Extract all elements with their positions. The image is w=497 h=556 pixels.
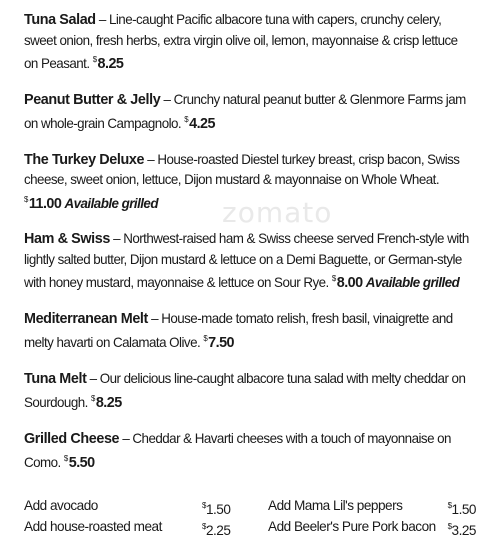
- currency-symbol: $: [92, 55, 97, 64]
- addon-row: [24, 517, 476, 538]
- item-note: Available grilled: [64, 195, 158, 211]
- currency-symbol: $: [447, 522, 452, 531]
- item-description: Cheddar & Havarti cheeses with a touch of mayonnaise on Como.: [24, 430, 451, 470]
- addon-label: Add Beeler's Pure Pork bacon: [268, 519, 436, 534]
- price-value: 8.25: [97, 56, 124, 72]
- currency-symbol: $: [447, 501, 452, 510]
- menu-item-turkey-deluxe: [24, 150, 469, 215]
- item-price: [93, 56, 124, 72]
- separator: –: [119, 430, 133, 446]
- menu-item-mediterranean-melt: [24, 309, 469, 354]
- currency-symbol: $: [184, 115, 189, 124]
- item-description: Line-caught Pacific albacore tuna with capers, crunchy celery, sweet onion, fresh herbs, extra virgin olive oil, lemon, mayonnaise & crisp lettuce on Peasant.: [24, 12, 458, 71]
- item-description: House-made tomato relish, fresh basil, vinaigrette and melty havarti on Calamata Olive.: [24, 310, 453, 350]
- addon-price: [202, 517, 262, 538]
- separator: –: [160, 91, 174, 107]
- separator: –: [95, 12, 109, 27]
- separator: –: [144, 151, 158, 167]
- currency-symbol: $: [202, 522, 206, 531]
- menu-item-grilled-cheese: [24, 429, 469, 474]
- price-value: 11.00: [28, 195, 62, 212]
- item-price: [203, 335, 234, 351]
- item-price: [24, 196, 61, 212]
- item-price: [332, 275, 363, 291]
- price-value: 2.25: [205, 523, 231, 538]
- item-description: Crunchy natural peanut butter & Glenmore Farms jam on whole-grain Campagnolo.: [24, 91, 466, 131]
- price-value: 1.50: [205, 502, 231, 517]
- item-description: House-roasted Diestel turkey breast, crisp bacon, Swiss cheese, sweet onion, lettuce, Dijon mustard & mayonnaise on Whole Wheat.: [24, 151, 460, 187]
- menu-item-ham-swiss: [24, 229, 469, 294]
- addons-list: [24, 496, 476, 538]
- separator: –: [109, 231, 124, 246]
- price-value: 8.25: [95, 395, 122, 411]
- currency-symbol: $: [63, 454, 68, 463]
- item-name: Ham & Swiss: [24, 231, 110, 247]
- sandwich-menu: [24, 10, 476, 489]
- menu-item-peanut-butter-jelly: [24, 90, 469, 135]
- price-value: 4.25: [189, 116, 215, 132]
- addon-label: Add house-roasted meat: [24, 519, 162, 534]
- item-name: Peanut Butter & Jelly: [24, 91, 161, 108]
- item-price: [64, 455, 95, 471]
- price-value: 1.50: [451, 502, 476, 517]
- addon-price: [202, 496, 262, 517]
- currency-symbol: $: [203, 334, 208, 343]
- addon-label: Add avocado: [24, 498, 98, 513]
- currency-symbol: $: [91, 394, 95, 403]
- item-name: The Turkey Deluxe: [24, 151, 145, 168]
- currency-symbol: $: [24, 194, 28, 204]
- addon-price: [436, 496, 476, 517]
- currency-symbol: $: [202, 501, 206, 510]
- item-name: Mediterranean Melt: [24, 310, 148, 327]
- item-description: Our delicious line-caught albacore tuna salad with melty cheddar on Sourdough.: [24, 370, 466, 410]
- addon-price: [436, 517, 476, 538]
- item-name: Grilled Cheese: [24, 430, 120, 447]
- item-note: Available grilled: [365, 275, 460, 290]
- currency-symbol: $: [331, 274, 336, 283]
- menu-item-tuna-salad: [24, 10, 469, 75]
- item-name: Tuna Melt: [24, 370, 87, 387]
- price-value: 5.50: [68, 455, 95, 471]
- separator: –: [86, 370, 100, 386]
- watermark: zomato: [222, 196, 333, 229]
- item-name: Tuna Salad: [24, 12, 96, 28]
- price-value: 7.50: [208, 335, 235, 351]
- item-price: [184, 116, 215, 132]
- price-value: 8.00: [336, 275, 363, 291]
- separator: –: [147, 310, 162, 326]
- item-description: Northwest-raised ham & Swiss cheese served French-style with lightly salted butter, Dijon mustard & lettuce on a Demi Baguette, or German-style with honey mustard, mayonnaise & lettuce on Sour Rye.: [24, 231, 469, 290]
- menu-item-tuna-melt: [24, 369, 469, 414]
- addon-row: [24, 496, 476, 517]
- item-price: [91, 395, 122, 411]
- price-value: 3.25: [451, 523, 476, 538]
- addon-label: Add Mama Lil's peppers: [268, 498, 403, 513]
